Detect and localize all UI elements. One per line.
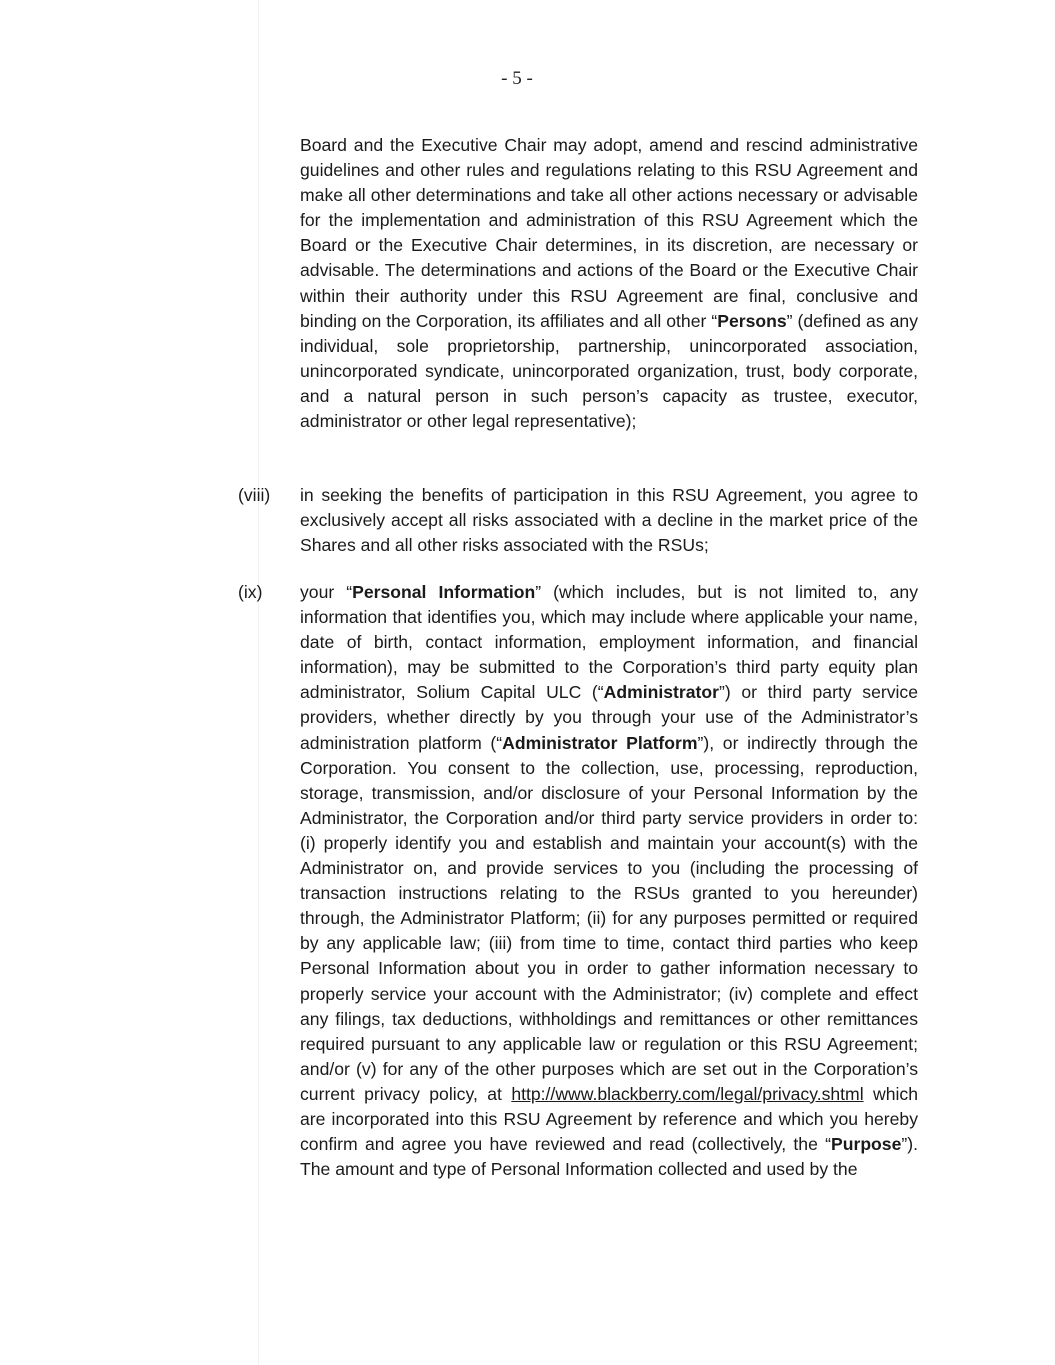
item-ix-text: ”). The amount and type of Personal Information collected and used by the	[300, 1134, 918, 1180]
continuation-text: ” (defined as any individual, sole proprietorship, partnership, unincorporated association, unincorporated syndicate, unincorporated organization, trust, body corporate, and a natural person in such person’s capacity as trustee, executor, administrator or other legal representative);	[300, 310, 918, 432]
item-viii-text: in seeking the benefits of participation in this RSU Agreement, you agree to exclusively accept all risks associated with a decline in the market price of the Shares and all other risks associated with the RSUs;	[300, 485, 918, 556]
page-edge-line	[258, 0, 259, 1365]
item-paragraph-ix	[300, 580, 918, 1182]
continuation-paragraph	[300, 133, 918, 434]
privacy-policy-link[interactable]: http://www.blackberry.com/legal/privacy.shtml	[511, 1083, 864, 1104]
defined-term-persons: Persons	[717, 310, 787, 331]
item-label-ix: (ix)	[238, 582, 263, 602]
defined-term-purpose: Purpose	[830, 1134, 902, 1155]
defined-term-administrator-platform: Administrator Platform	[502, 732, 698, 753]
item-paragraph-viii	[300, 483, 918, 558]
item-ix-text: ” (which includes, but is not limited to, any information that identifies you, which may include where applicable your name, date of birth, contact information, employment information, and financial information), may be submitted to the Corporation’s third party equity plan administrator, Solium Capital ULC (“	[300, 582, 918, 703]
item-ix-text: your “	[300, 582, 353, 602]
item-label-viii: (viii)	[238, 485, 271, 505]
item-ix-text: ”) or third party service providers, whether directly by you through your use of the Administrator’s administration platform (“	[300, 682, 918, 753]
continuation-text: Board and the Executive Chair may adopt, amend and rescind administrative guidelines and other rules and regulations relating to this RSU Agreement and make all other determinations and take all other actions necessary or advisable for the implementation and administration of this RSU Agreement which the Board or the Executive Chair determines, in its discretion, are necessary or advisable. The determinations and actions of the Board or the Executive Chair within their authority under this RSU Agreement are final, conclusive and binding on the Corporation, its affiliates and all other “	[300, 135, 918, 331]
item-ix-text: which are incorporated into this RSU Agreement by reference and which you hereby confirm and agree you have reviewed and read (collectively, the “	[300, 1083, 919, 1155]
item-ix-text: ”), or indirectly through the Corporation. You consent to the collection, use, processing, reproduction, storage, transmission, and/or disclosure of your Personal Information by the Administrator, the Corporation and/or third party service providers in order to: (i) properly identify you and establish and maintain your account(s) with the Administrator on, and provide services to you (including the processing of transaction instructions relating to the RSUs granted to you hereunder) through, the Administrator Platform; (ii) for any purposes permitted or required by any applicable law; (iii) from time to time, contact third parties who keep Personal Information about you in order to gather information necessary to properly service your account with the Administrator; (iv) complete and effect any filings, tax deductions, withholdings and remittances or other remittances required pursuant to any applicable law or regulation or this RSU Agreement; and/or (v) for any of the other purposes which are set out in the Corporation’s current privacy policy, at	[300, 732, 918, 1104]
defined-term-personal-information: Personal Information	[352, 582, 536, 602]
defined-term-administrator: Administrator	[603, 682, 719, 703]
page-number: - 5 -	[501, 68, 533, 89]
